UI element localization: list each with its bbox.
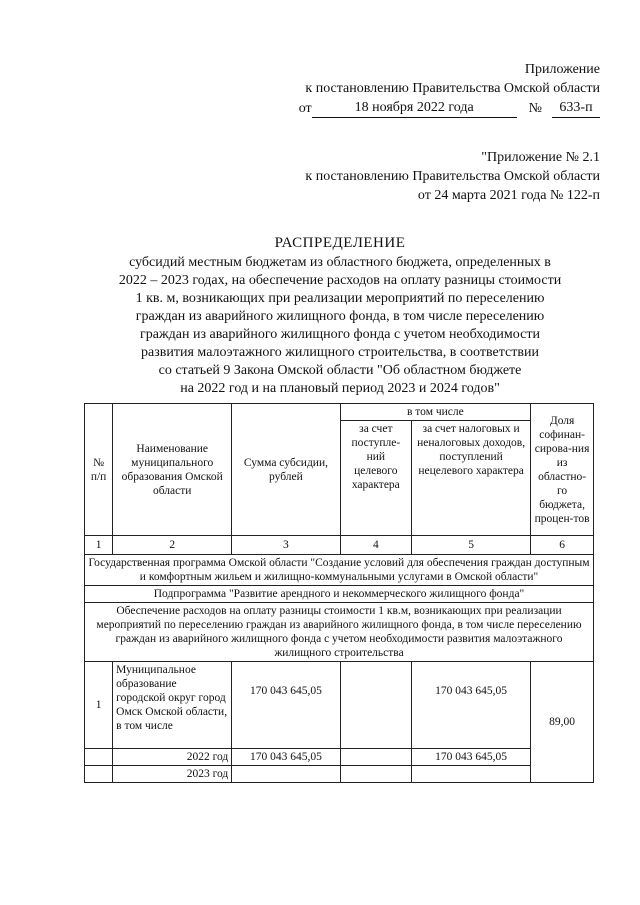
year-targeted [340, 749, 411, 766]
heading-line: развития малоэтажного жилищного строительства, в соответствии [141, 345, 539, 360]
header-tax: за счет налоговых и неналоговых доходов, поступлений нецелевого характера [412, 421, 531, 536]
heading-line: со статьей 9 Закона Омской области "Об областном бюджете [158, 363, 522, 378]
year-targeted [340, 766, 411, 783]
column-number: 6 [531, 536, 594, 555]
appendix-header [299, 60, 600, 118]
appendix-title: Приложение [524, 62, 600, 77]
row-name: Муниципальное образование городской округ город Омск Омской области, в том числе [113, 662, 232, 749]
table-row [85, 662, 594, 749]
heading-line: 2022 – 2023 годах, на обеспечение расходов на оплату разницы стоимости [118, 273, 562, 288]
column-number: 2 [113, 536, 232, 555]
appendix-date-line [299, 98, 600, 118]
row-targeted [340, 662, 411, 749]
heading-line: 1 кв. м, возникающих при реализации мероприятий по переселению [135, 291, 545, 306]
decree-date: 18 ноября 2022 года [312, 98, 517, 118]
header-including: в том числе [340, 404, 531, 421]
column-number: 1 [85, 536, 113, 555]
header-sum: Сумма субсидии, рублей [232, 404, 340, 536]
document-heading [60, 234, 620, 398]
header-name: Наименование муниципального образования Омской области [113, 404, 232, 536]
from-label: от [298, 101, 312, 116]
heading-line: граждан из аварийного жилищного фонда с учетом необходимости [140, 327, 540, 342]
table-row-year [85, 766, 594, 783]
subsidy-table [84, 403, 594, 783]
decree-number: 633-п [552, 98, 600, 118]
appendix-decree-line: к постановлению Правительства Омской области [305, 81, 600, 96]
program-row [85, 555, 594, 586]
heading-line: субсидий местным бюджетам из областного бюджета, определенных в [129, 255, 551, 270]
heading-line: на 2022 год и на плановый период 2023 и 2024 годов" [180, 381, 500, 396]
year-sum [232, 766, 340, 783]
heading-line: граждан из аварийного жилищного фонда, в том числе переселению [135, 309, 545, 324]
program-title: Государственная программа Омской области "Создание условий для обеспечения граждан доступным и комфортным жильем и жилищно-коммунальными услугами в Омской области" [85, 555, 594, 586]
ref-date-line: от 24 марта 2021 года № 122-п [417, 188, 600, 203]
number-sign: № [528, 101, 542, 116]
header-targeted: за счет поступле-ний целевого характера [340, 421, 411, 536]
year-label: 2023 год [113, 766, 232, 783]
ref-decree-line: к постановлению Правительства Омской области [305, 169, 600, 184]
year-label: 2022 год [113, 749, 232, 766]
table-row-year [85, 749, 594, 766]
row-sum: 170 043 645,05 [232, 662, 340, 749]
column-number: 5 [412, 536, 531, 555]
year-tax: 170 043 645,05 [412, 749, 531, 766]
header-num: № п/п [85, 404, 113, 536]
subprogram-row [85, 586, 594, 603]
row-tax: 170 043 645,05 [412, 662, 531, 749]
measure-row [85, 603, 594, 662]
year-tax [412, 766, 531, 783]
ref-title: "Приложение № 2.1 [481, 150, 600, 165]
measure-title: Обеспечение расходов на оплату разницы стоимости 1 кв.м, возникающих при реализации мероприятий по переселению граждан из аварийного жилищного фонда, в том числе переселению граждан из аварийного жилищного фонда с учетом необходимости развития малоэтажного жилищного строительства [85, 603, 594, 662]
heading-main: РАСПРЕДЕЛЕНИЕ [274, 235, 406, 251]
table-header-row [85, 404, 594, 421]
subprogram-title: Подпрограмма "Развитие арендного и некоммерческого жилищного фонда" [85, 586, 594, 603]
column-number: 3 [232, 536, 340, 555]
column-number: 4 [340, 536, 411, 555]
header-share: Доля софинан-сирова-ния из областно-го бюджета, процен-тов [531, 404, 594, 536]
column-number-row [85, 536, 594, 555]
year-sum: 170 043 645,05 [232, 749, 340, 766]
row-share: 89,00 [531, 662, 594, 783]
row-num: 1 [85, 662, 113, 749]
appendix-reference [305, 148, 600, 205]
